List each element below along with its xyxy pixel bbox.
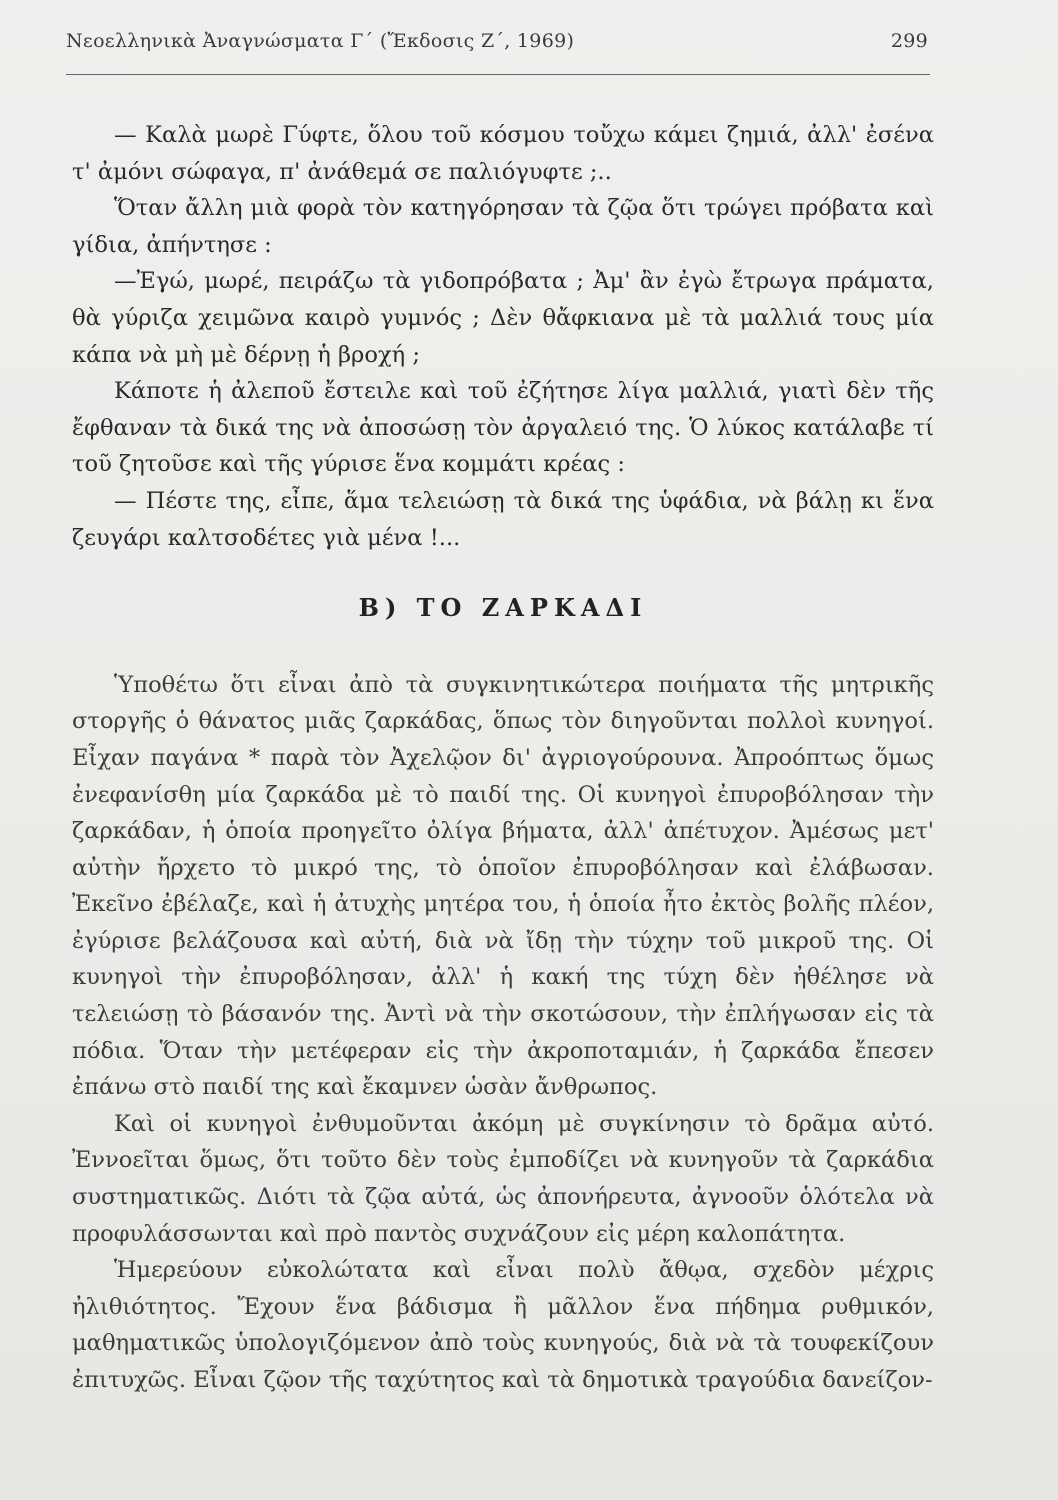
paragraph: Καὶ οἱ κυνηγοὶ ἐνθυμοῦνται ἀκόμη μὲ συγκίνησιν τὸ δρᾶμα αὐτό. Ἐννοεῖται ὅμως, ὅτι τοῦτο δὲν τοὺς ἐμποδίζει νὰ κυνηγοῦν τὰ ζαρκάδια συστηματικῶς. Διότι τὰ ζῷα αὐτά, ὡς ἀπονήρευτα, ἀγνοοῦν ὁλότελα νὰ προφυλάσσωνται καὶ πρὸ παντὸς συχνάζουν εἰς μέρη καλοπάτητα. [72,1110,934,1247]
paragraph: —Ἐγώ, μωρέ, πειράζω τὰ γιδοπρόβατα ; Ἀμ' ἂν ἐγὼ ἔτρωγα πράματα, θὰ γύριζα χειμῶνα καιρὸ γυμνός ; Δὲν θἄφκιανα μὲ τὰ μαλλιά τους μία κάπα νὰ μὴ μὲ δέρνῃ ἡ βροχή ; [72,268,934,368]
paragraph: — Πέστε της, εἶπε, ἅμα τελειώσῃ τὰ δικά της ὑφάδια, νὰ βάλῃ κι ἕνα ζευγάρι καλτσοδέτες γιὰ μένα !... [72,487,934,551]
body-text [72,117,934,1399]
running-head-title: Νεοελληνικὰ Ἀναγνώσματα Γ΄ (Ἔκδοσις Ζ΄, 1969) [66,30,575,52]
paragraph: — Καλὰ μωρὲ Γύφτε, ὅλου τοῦ κόσμου τοὔχω κάμει ζημιά, ἀλλ' ἐσένα τ' ἀμόνι σώφαγα, π' ἀνάθεμά σε παλιόγυφτε ;.. [72,122,934,185]
paragraph: Ὅταν ἄλλη μιὰ φορὰ τὸν κατηγόρησαν τὰ ζῷα ὅτι τρώγει πρόβατα καὶ γίδια, ἀπήντησε : [72,195,934,258]
paragraph: Κάποτε ἡ ἀλεποῦ ἔστειλε καὶ τοῦ ἐζήτησε λίγα μαλλιά, γιατὶ δὲν τῆς ἔφθαναν τὰ δικά της νὰ ἀποσώσῃ τὸν ἀργαλειό της. Ὁ λύκος κατάλαβε τί τοῦ ζητοῦσε καὶ τῆς γύρισε ἕνα κομμάτι κρέας : [72,378,934,478]
header-rule [66,74,930,75]
paragraph: Ἡμερεύουν εὐκολώτατα καὶ εἶναι πολὺ ἄθῳα, σχεδὸν μέχρις ἠλιθιότητος. Ἔχουν ἕνα βάδισμα ἢ μᾶλλον ἕνα πήδημα ρυθμικόν, μαθηματικῶς ὑπολογιζόμενον ἀπὸ τοὺς κυνηγούς, διὰ νὰ τὰ τουφεκίζουν ἐπιτυχῶς. Εἶναι ζῷον τῆς ταχύτητος καὶ τὰ δημοτικὰ τραγούδια δανείζον- [72,1257,934,1393]
paragraph: Ὑποθέτω ὅτι εἶναι ἀπὸ τὰ συγκινητικώτερα ποιήματα τῆς μητρικῆς στοργῆς ὁ θάνατος μιᾶς ζαρκάδας, ὅπως τὸν διηγοῦνται πολλοὶ κυνηγοί. Εἶχαν παγάνα * παρὰ τὸν Ἀχελῷον δι' ἀγριογούρουνα. Ἀπροόπτως ὅμως ἐνεφανίσθη μία ζαρκάδα μὲ τὸ παιδί της. Οἱ κυνηγοὶ ἐπυροβόλησαν τὴν ζαρκάδαν, ἡ ὁποία προηγεῖτο ὀλίγα βήματα, ἀλλ' ἀπέτυχον. Ἀμέσως μετ' αὐτὴν ἤρχετο τὸ μικρό της, τὸ ὁποῖον ἐπυροβόλησαν καὶ ἐλάβωσαν. Ἐκεῖνο ἐβέλαζε, καὶ ἡ ἀτυχὴς μητέρα του, ἡ ὁποία ἦτο ἐκτὸς βολῆς πλέον, ἐγύρισε βελάζουσα καὶ αὐτή, διὰ νὰ ἴδῃ τὴν τύχην τοῦ μικροῦ της. Οἱ κυνηγοὶ τὴν ἐπυροβόλησαν, ἀλλ' ἡ κακή της τύχη δὲν ἠθέλησε νὰ τελειώσῃ τὸ βάσανόν της. Ἀντὶ νὰ τὴν σκοτώσουν, τὴν ἐπλήγωσαν εἰς τὰ πόδια. Ὅταν τὴν μετέφεραν εἰς τὴν ἀκροποταμιάν, ἡ ζαρκάδα ἔπεσεν ἐπάνω στὸ παιδί της καὶ ἔκαμνεν ὡσὰν ἄνθρωπος. [72,671,934,1101]
running-head [66,30,928,52]
page-number: 299 [890,30,928,52]
section-title: Β) ΤΟ ΖΑΡΚΑΔΙ [358,593,648,623]
